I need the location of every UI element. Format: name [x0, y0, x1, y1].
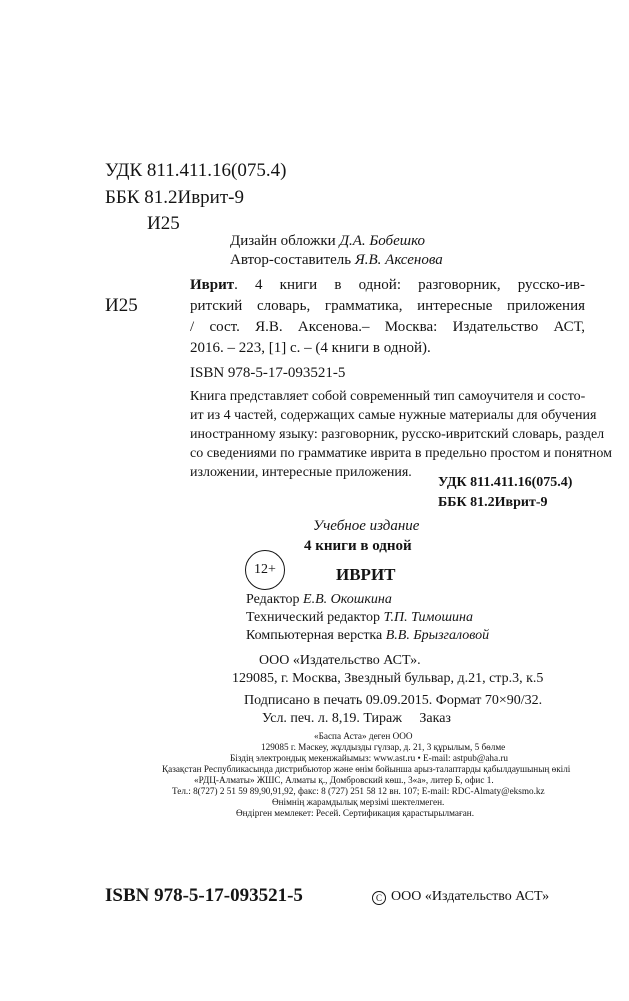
annotation-line: иностранному языку: разговорник, русско-ивритский словарь, раздел — [190, 427, 605, 442]
age-rating-badge — [245, 550, 285, 590]
publisher-address: 129085, г. Москва, Звездный бульвар, д.21, стр.3, к.5 — [232, 671, 544, 686]
layout-label: Компьютерная верстка — [246, 628, 383, 643]
bib-line-2: ритский словарь, грамматика, интересные приложения — [190, 298, 585, 314]
kz-info-line: Өндірген мемлекет: Ресей. Сертификация қарастырылмаған. — [236, 808, 474, 818]
udk-code-bold: УДК 811.411.16(075.4) — [438, 475, 573, 490]
bib-sign: И25 — [105, 295, 138, 316]
kz-info-line: Өнімнің жарамдылық мерзімі шектелмеген. — [272, 797, 445, 807]
editor-credit — [246, 592, 392, 608]
compiler-credit — [230, 252, 443, 269]
udk-code: УДК 811.411.16(075.4) — [105, 160, 287, 181]
layout-name: В.В. Брызгаловой — [385, 628, 490, 643]
copyright-line — [372, 889, 549, 905]
annotation-line: Книга представляет собой современный тип самоучителя и состо- — [190, 389, 586, 404]
copyright-holder: ООО «Издательство АСТ» — [391, 889, 550, 904]
kz-info-line: Қазақстан Республикасында дистрибьютор және өнім бойынша арыз-талаптарды қабылдаушының өкілі — [162, 764, 571, 774]
editor-name: Е.В. Окошкина — [303, 592, 392, 607]
cover-design-name: Д.А. Бобешко — [339, 233, 426, 249]
author-sign: И25 — [147, 213, 180, 234]
bib-line-3: / сост. Я.В. Аксенова.– Москва: Издательство АСТ, — [190, 319, 585, 335]
tech-editor-name: Т.П. Тимошина — [383, 610, 473, 625]
kz-info-line: Біздің электрондық мекенжайымыз: www.ast.ru • E-mail: astpub@aha.ru — [230, 753, 509, 763]
publisher-name: ООО «Издательство АСТ». — [259, 653, 421, 668]
bib-line-1-rest: . 4 книги в одной: разговорник, русско-ив- — [234, 277, 585, 293]
annotation-line: ит из 4 частей, содержащих самые нужные материалы для обучения — [190, 408, 597, 423]
bib-line-4: 2016. – 223, [1] с. – (4 книги в одной). — [190, 340, 431, 356]
signed-to-print: Подписано в печать 09.09.2015. Формат 70×90/32. — [244, 693, 543, 708]
cover-design-label: Дизайн обложки — [230, 233, 336, 249]
bbk-code-bold: ББК 81.2Иврит-9 — [438, 495, 548, 510]
annotation-line: изложении, интересные приложения. — [190, 465, 412, 480]
bbk-code: ББК 81.2Иврит-9 — [105, 187, 244, 208]
bib-title: Иврит — [190, 277, 235, 293]
print-sheets: Усл. печ. л. 8,19. Тираж Заказ — [262, 711, 451, 726]
annotation-line: со сведениями по грамматике иврита в предельно простом и понятном — [190, 446, 612, 461]
footer-isbn: ISBN 978-5-17-093521-5 — [105, 885, 303, 906]
layout-credit — [246, 628, 489, 644]
cover-design-credit — [230, 233, 425, 250]
compiler-name: Я.В. Аксенова — [354, 252, 443, 268]
editor-label: Редактор — [246, 592, 300, 607]
age-rating: 12+ — [254, 562, 276, 577]
kz-info-line: 129085 г. Мәскеу, жұлдызды гүлзар, д. 21, 3 құрылым, 5 бөлме — [261, 742, 506, 752]
kz-info-line: «РДЦ-Алматы» ЖШС, Алматы қ., Домбровский көш., 3«а», литер Б, офис 1. — [194, 775, 494, 785]
kz-info-line: «Баспа Аста» деген ООО — [314, 731, 413, 741]
series-name: 4 книги в одной — [304, 538, 412, 554]
kz-info-line: Тел.: 8(727) 2 51 59 89,90,91,92, факс: 8 (727) 251 58 12 вн. 107; E-mail: RDC-Almaty@eksmo.kz — [172, 786, 545, 796]
bib-isbn: ISBN 978-5-17-093521-5 — [190, 365, 346, 381]
copyright-icon: C — [372, 891, 386, 905]
tech-editor-credit — [246, 610, 473, 626]
book-title: ИВРИТ — [336, 565, 396, 584]
compiler-label: Автор-составитель — [230, 252, 352, 268]
tech-editor-label: Технический редактор — [246, 610, 381, 625]
edition-type: Учебное издание — [313, 518, 420, 534]
bib-line-1 — [190, 277, 585, 294]
